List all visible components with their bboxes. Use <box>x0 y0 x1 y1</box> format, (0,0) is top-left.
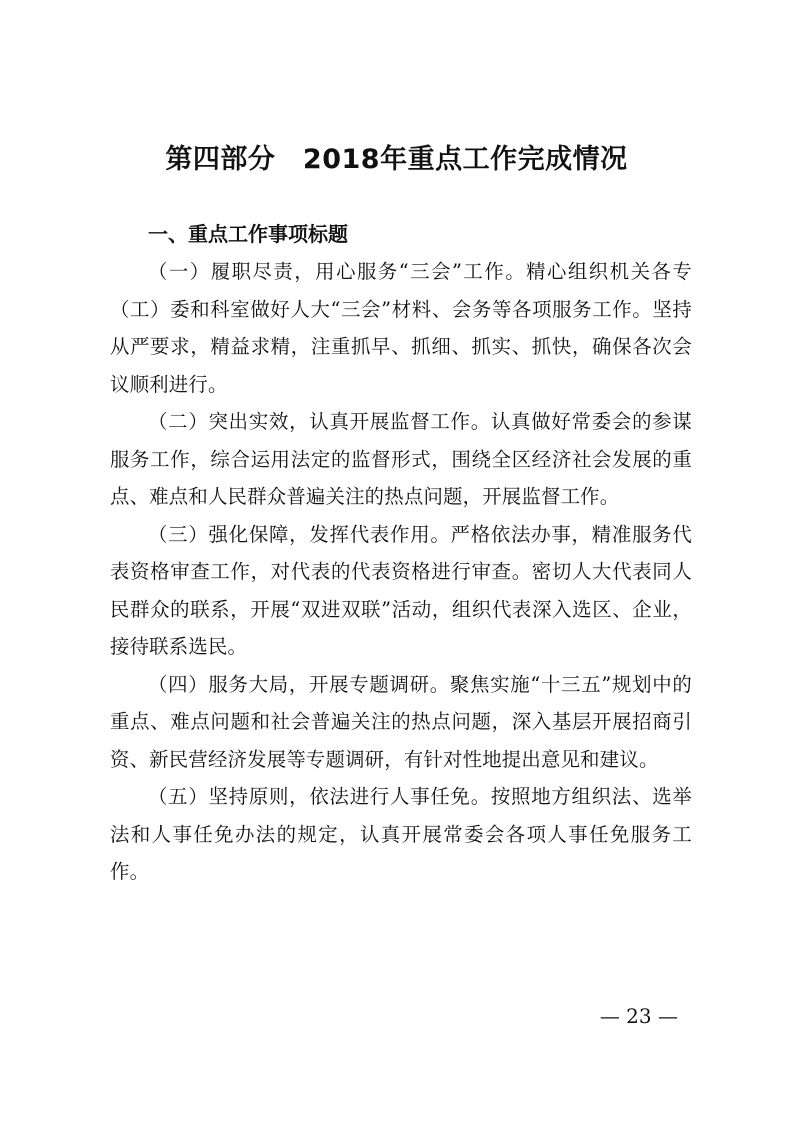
paragraph-1: （一）履职尽责，用心服务“三会”工作。精心组织机关各专（工）委和科室做好人大“三会”材料、会务等各项服务工作。坚持从严要求，精益求精，注重抓早、抓细、抓实、抓快，确保各次会议顺利进行。 <box>110 260 692 396</box>
paragraph-2: （二）突出实效，认真开展监督工作。认真做好常委会的参谋服务工作，综合运用法定的监督形式，围绕全区经济社会发展的重点、难点和人民群众普遍关注的热点问题，开展监督工作。 <box>110 410 692 508</box>
page-number: — 23 — <box>599 1004 678 1028</box>
page-title: 第四部分 2018年重点工作完成情况 <box>165 144 628 175</box>
paragraph-5: （五）坚持原则，依法进行人事任免。按照地方组织法、选举法和人事任免办法的规定，认真开展常委会各项人事任免服务工作。 <box>110 785 692 883</box>
document-body <box>110 215 692 891</box>
section-heading: 一、重点工作事项标题 <box>148 222 348 246</box>
paragraph-3: （三）强化保障，发挥代表作用。严格依法办事，精准服务代表资格审查工作，对代表的代表资格进行审查。密切人大代表同人民群众的联系，开展“双进双联”活动，组织代表深入选区、企业，接待联系选民。 <box>110 522 692 658</box>
paragraph-4: （四）服务大局，开展专题调研。聚焦实施“十三五”规划中的重点、难点问题和社会普遍关注的热点问题，深入基层开展招商引资、新民营经济发展等专题调研，有针对性地提出意见和建议。 <box>110 672 692 771</box>
